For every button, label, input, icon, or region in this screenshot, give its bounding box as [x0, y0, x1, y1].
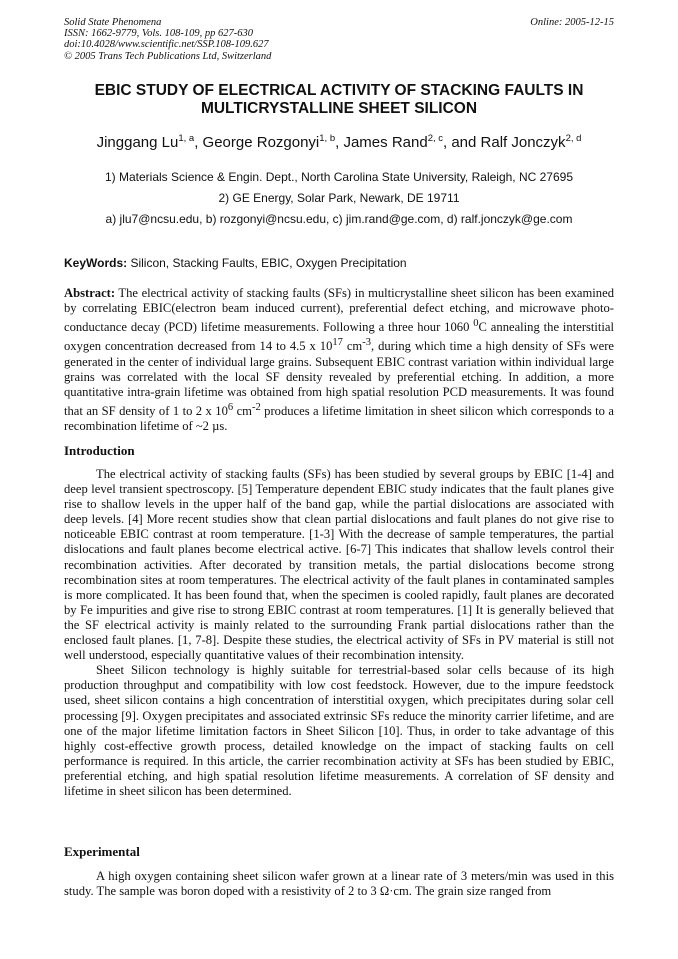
introduction-paragraph: The electrical activity of stacking faults (SFs) has been studied by several groups by EBIC [1-4] and deep level transient spectroscopy. [5] Temperature dependent EBIC study indicates that the fault planes give rise to shallow levels in the upper half of the band gap, while the partial dislocations are associated with deep levels. [4] More recent studies show that clean partial dislocations and fault planes do not give rise to noticeable EBIC contrast at room temperature. [1-3] With the decrease of sample temperatures, the partial dislocations and fault planes become electrical active. [6-7] This indicates that shallow levels control their recombination activities. After decorated by transition metals, the partial dislocations become strong recombination sites at room temperatures. The electrical activity of the fault planes in contaminated samples is more complicated. It has been found that, when the specimen is cooled rapidly, fault planes are decorated by Fe impurities and give rise to strong EBIC contrast at room temperatures. [1] It is generally believed that the SF electrical activity is mainly related to the surrounding Frank partial dislocations rather than the enclosed fault planes. [1, 7-8]. Despite these studies, the electrical activity of SFs in PV material is still not well understood, especially quantitative values of their recombination intensity.	[64, 467, 614, 663]
title-line: MULTICRYSTALLINE SHEET SILICON	[200, 100, 478, 117]
online-date: Online: 2005-12-15	[530, 17, 614, 28]
superscript: -3	[362, 337, 371, 349]
abstract-label: Abstract:	[64, 286, 116, 300]
abstract-text: produces a lifetime limitation in sheet silicon which corresponds to a recombination lifetime of ~2 µs.	[64, 404, 615, 434]
experimental-paragraph: A high oxygen containing sheet silicon wafer grown at a linear rate of 3 meters/min was used in this study. The sample was boron doped with a resistivity of 2 to 3 Ω·cm. The grain size ranged from	[64, 869, 614, 899]
author-affiliation-mark: 1, a	[178, 133, 195, 144]
title-line: EBIC STUDY OF ELECTRICAL ACTIVITY OF STACKING FAULTS IN	[94, 82, 584, 99]
author-affiliation-mark: 2, d	[565, 133, 582, 144]
abstract-text: , during which time a high density of SFs were generated in the center of individual large grains. Subsequent EBIC contrast variation within individual large grains was correlated with the local SF density revealed by preferential etching. In addition, a more quantitative intra-grain lifetime was obtained from high spatial resolution PCD measurements. It was found that an SF density of 1 to 2 x 10	[64, 339, 614, 419]
abstract-text: C annealing the interstitial oxygen concentration decreased from 14 to 4.5 x 10	[64, 320, 614, 354]
journal-info	[64, 17, 271, 62]
keywords-text: Silicon, Stacking Faults, EBIC, Oxygen Precipitation	[127, 256, 407, 270]
author-name: Jinggang Lu	[96, 134, 179, 151]
author-name: Ralf Jonczyk	[480, 134, 566, 151]
author-name: James Rand	[343, 134, 428, 151]
superscript: 6	[227, 402, 234, 414]
introduction-body	[64, 467, 614, 799]
superscript: 17	[332, 337, 343, 349]
abstract-text: The electrical activity of stacking faults (SFs) in multicrystalline sheet silicon has been examined by correlating EBIC(electron beam induced current), preferential defect etching, and microwave photo-conductance decay (PCD) lifetime measurements. Following a three hour 1060	[64, 286, 614, 335]
keywords-label: KeyWords:	[64, 256, 128, 270]
author-separator: , and	[443, 134, 481, 151]
introduction-paragraph: Sheet Silicon technology is highly suitable for terrestrial-based solar cells because of its high production throughput and compatibility with low cost feedstock. However, due to the impure feedstock used, sheet silicon contains a high concentration of interstitial oxygen, which precipitates during solar cell processing [9]. Oxygen precipitates and associated extrinsic SFs reduce the minority carrier lifetime, and are one of the major lifetime limitation factors in Sheet Silicon [10]. Thus, in order to take advantage of this highly cost-effective growth process, detailed knowledge on the impact of stacking faults on cell performance is required. In this article, the carrier recombination activity at SFs has been studied by EBIC, preferential etching, and high spatial resolution lifetime measurements. A correlation of SF density and lifetime in sheet silicon has been determined.	[64, 663, 614, 798]
paper-title	[60, 82, 618, 118]
introduction-heading: Introduction	[64, 443, 135, 458]
author-name: George Rozgonyi	[202, 134, 320, 151]
superscript: 0	[473, 318, 479, 330]
journal-copyright: © 2005 Trans Tech Publications Ltd, Switzerland	[64, 50, 272, 62]
author-affiliation-mark: 2, c	[427, 133, 443, 144]
experimental-heading: Experimental	[64, 844, 140, 859]
affiliation-2: 2) GE Energy, Solar Park, Newark, DE 19711	[218, 191, 460, 205]
author-list	[40, 133, 638, 153]
author-affiliation-mark: 1, b	[319, 133, 336, 144]
journal-issn: ISSN: 1662-9779, Vols. 108-109, pp 627-630	[64, 28, 253, 40]
author-emails: a) jlu7@ncsu.edu, b) rozgonyi@ncsu.edu, c) jim.rand@ge.com, d) ralf.jonczyk@ge.com	[105, 212, 573, 226]
author-separator: ,	[194, 134, 203, 151]
abstract-text: cm	[233, 404, 252, 419]
journal-doi: doi:10.4028/www.scientific.net/SSP.108-109.627	[64, 39, 269, 51]
author-separator: ,	[335, 134, 344, 151]
experimental-body	[64, 869, 614, 899]
superscript: -2	[251, 402, 261, 414]
affiliation-1: 1) Materials Science & Engin. Dept., North Carolina State University, Raleigh, NC 27695	[105, 170, 573, 184]
abstract	[64, 286, 614, 434]
keywords	[64, 256, 407, 270]
journal-name: Solid State Phenomena	[64, 17, 162, 28]
abstract-text: cm	[342, 339, 363, 354]
